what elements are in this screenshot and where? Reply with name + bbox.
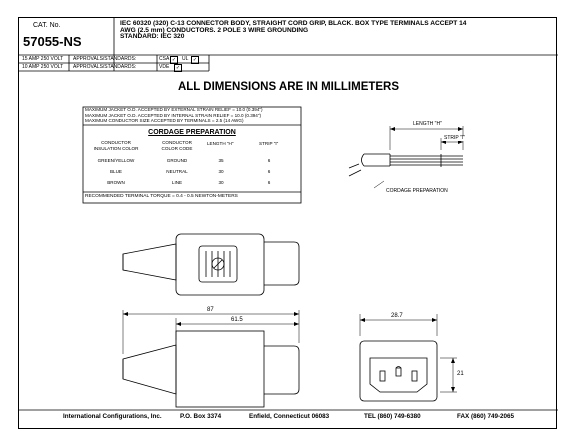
table-cell: 6: [267, 158, 271, 163]
table-cell: 6: [267, 169, 271, 174]
checkbox-checked-icon: ✓: [171, 57, 177, 63]
checkbox-checked-icon: ✓: [175, 65, 181, 71]
cordage-rows: [89, 159, 289, 189]
cordage-header: LENGTH "H": [207, 141, 234, 146]
main-title: ALL DIMENSIONS ARE IN MILLIMETERS: [177, 81, 400, 93]
cordage-header: CONDUCTOR COLOR CODE: [161, 140, 193, 151]
cat-label: CAT. No.: [33, 22, 61, 29]
length-label: LENGTH "H": [413, 121, 442, 127]
table-cell: BLUE: [109, 169, 122, 174]
cord-diagram-caption: CORDAGE PREPARATION: [386, 188, 448, 194]
cordage-title: CORDAGE PREPARATION: [148, 129, 236, 136]
checkbox-checked-icon: ✓: [192, 57, 198, 63]
table-cell: 30: [218, 169, 224, 174]
dimension-overall: 87: [207, 307, 214, 313]
description-line: STANDARD: IEC 320: [120, 33, 185, 41]
spec-line: MAXIMUM CONDUCTOR SIZE ACCEPTED BY TERMINALS = 2.5 (14 AWG): [85, 118, 244, 123]
footer-po-box: P.O. Box 3374: [180, 413, 222, 420]
approval-mark: UL: [182, 56, 189, 62]
footer-company: International Configurations, Inc.: [63, 413, 162, 420]
approval-mark: CSA: [159, 56, 170, 62]
approval-mark: VDE: [159, 64, 170, 70]
spec-line: MAXIMUM JACKET O.D. ACCEPTED BY EXTERNAL STRAIN RELIEF = 10.0 (0.394"): [85, 107, 263, 112]
cat-number: 57055-NS: [23, 34, 82, 49]
table-cell: 30: [218, 180, 224, 185]
footer-fax: FAX (860) 749-2065: [457, 413, 515, 420]
table-cell: BROWN: [107, 180, 125, 185]
footer-tel: TEL (860) 749-6380: [364, 413, 421, 420]
strip-label: STRIP "I": [444, 135, 465, 141]
table-cell: 35: [218, 158, 224, 163]
description-line: AWG (2.5 mm) CONDUCTORS. 2 POLE 3 WIRE GROUNDING: [120, 26, 309, 34]
drawing-linework: [19, 18, 558, 430]
torque-note: RECOMMENDED TERMINAL TORQUE = 0.4 - 0.5 NEWTON-METERS: [85, 194, 238, 199]
spec-line: MAXIMUM JACKET O.D. ACCEPTED BY INTERNAL STRAIN RELIEF = 10.0 (0.394"): [85, 113, 262, 118]
description-line: IEC 60320 (320) C-13 CONNECTOR BODY, STRAIGHT CORD GRIP, BLACK. BOX TYPE TERMINALS ACCEPT 14: [120, 20, 467, 27]
dimension-face-height: 21: [457, 371, 464, 377]
dimension-body: 61.5: [231, 317, 243, 323]
dimension-face-width: 28.7: [391, 313, 403, 319]
table-cell: LINE: [171, 180, 183, 185]
table-cell: NEUTRAL: [166, 169, 188, 174]
table-cell: GREEN/YELLOW: [97, 158, 135, 163]
approvals-label: APPROVALS/STANDARDS:: [73, 56, 137, 62]
approvals-label: APPROVALS/STANDARDS:: [73, 64, 137, 70]
rating: 15 AMP 250 VOLT: [22, 56, 64, 62]
table-cell: 6: [267, 180, 271, 185]
drawing-sheet: [18, 17, 557, 429]
product-description: [120, 21, 554, 41]
footer-city: Enfield, Connecticut 06083: [249, 413, 330, 420]
table-cell: GROUND: [166, 158, 188, 163]
cordage-header: STRIP "I": [259, 141, 279, 146]
rating: 10 AMP 250 VOLT: [22, 64, 64, 70]
cordage-header: CONDUCTOR INSULATION COLOR: [93, 140, 139, 151]
